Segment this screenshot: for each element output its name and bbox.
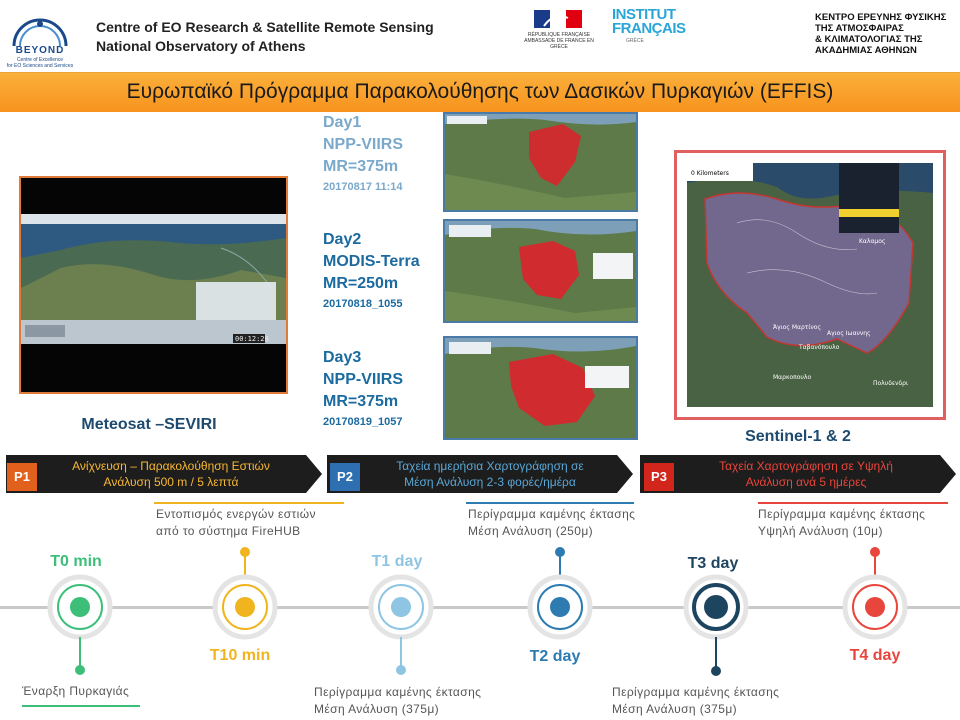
t3-note-line-1: Περίγραμμα καμένης έκτασης — [612, 685, 780, 699]
t1-node — [366, 574, 436, 678]
t0-note: Έναρξη Πυρκαγιάς — [22, 684, 130, 698]
slide-title: Ευρωπαϊκό Πρόγραμμα Παρακολούθησης των Δασικών Πυρκαγιών (EFFIS) — [126, 80, 834, 103]
t0-note-bar — [22, 705, 140, 707]
t0-label: T0 min — [50, 553, 102, 570]
day1-sensor: NPP-VIIRS — [323, 136, 404, 153]
day1-label: Day1 — [323, 114, 362, 131]
day3-resolution: MR=375m — [323, 393, 399, 410]
institut-francais-logo: INSTITUT FRANÇAIS — [612, 6, 686, 37]
p3-text — [676, 458, 936, 490]
day2-sensor: MODIS-Terra — [323, 253, 420, 270]
day2-date: 20170818_1055 — [323, 298, 403, 310]
t3-note-line-2: Μέση Ανάλυση (375μ) — [612, 702, 738, 716]
sentinel-caption: Sentinel-1 & 2 — [745, 428, 851, 445]
day2-label: Day2 — [323, 231, 362, 248]
p1-badge: P1 — [7, 463, 37, 491]
p1-text-line-1: Ανίχνευση – Παρακολούθηση Εστιών — [72, 459, 270, 473]
p2-text-line-2: Μέση Ανάλυση 2-3 φορές/ημέρα — [404, 475, 576, 489]
p1-text-line-2: Ανάλυση 500 m / 5 λεπτά — [103, 475, 239, 489]
t4-note-line-2: Υψηλή Ανάλυση (10μ) — [758, 524, 883, 538]
place-label-4: Ταβανόπουλο — [799, 344, 840, 351]
day1-date: 20170817 11:14 — [323, 181, 403, 193]
t4-label: T4 day — [849, 647, 901, 664]
place-label-6: Πολυδενδρι — [873, 380, 908, 387]
seviri-map-image — [21, 178, 286, 392]
place-label-5: Μαρκοπουλο — [773, 374, 812, 381]
t4-note-bar — [758, 502, 948, 504]
p3-text-line-1: Ταχεία Χαρτογράφηση σε Υψηλή — [719, 459, 893, 473]
day2-resolution: MR=250m — [323, 275, 399, 292]
t1-note-line-2: Μέση Ανάλυση (375μ) — [314, 702, 440, 716]
french-embassy-text: RÉPUBLIQUE FRANÇAISE AMBASSADE DE FRANCE EN GRÈCE — [524, 32, 594, 50]
seviri-caption: Meteosat –SEVIRI — [81, 416, 217, 433]
beyond-subtitle: Centre of Excellence for EO Sciences and Services — [6, 57, 74, 69]
t2-label: T2 day — [529, 648, 581, 665]
place-label-3: Αγιος Ιωαννης — [827, 330, 871, 337]
t3-note — [612, 684, 779, 718]
t2-note-bar — [466, 502, 634, 504]
place-label-2: Άγιος Μαρτίνος — [773, 324, 821, 331]
org-line-1: Centre of EO Research & Satellite Remote Sensing — [96, 19, 434, 35]
day3-date: 20170819_1057 — [323, 416, 403, 428]
scale-label: 0 Kilometers — [691, 170, 729, 177]
p2-badge: P2 — [330, 463, 360, 491]
day3-map-thumbnail — [443, 336, 638, 440]
p3-text-line-2: Ανάλυση ανά 5 ημέρες — [745, 475, 867, 489]
t10-node — [210, 540, 280, 644]
t2-note — [468, 506, 635, 540]
day3-block — [323, 347, 403, 431]
p1-text — [40, 458, 302, 490]
t4-node — [840, 540, 910, 644]
day1-map-thumbnail — [443, 112, 638, 212]
p3-badge: P3 — [644, 463, 674, 491]
t1-label: T1 day — [371, 553, 423, 570]
t10-note-bar — [154, 502, 344, 504]
t10-label: T10 min — [209, 647, 271, 664]
place-label-1: Καλαμος — [859, 238, 886, 245]
t3-node — [681, 574, 751, 678]
t1-note-line-1: Περίγραμμα καμένης έκτασης — [314, 685, 482, 699]
greek-research-center: ΚΕΝΤΡΟ ΕΡΕΥΝΗΣ ΦΥΣΙΚΗΣ ΤΗΣ ΑΤΜΟΣΦΑΙΡΑΣ & ΚΛΙΜΑΤΟΛΟΓΙΑΣ ΤΗΣ ΑΚΑΔΗΜΙΑΣ ΑΘΗΝΩΝ — [815, 12, 947, 56]
p2-text-line-1: Ταχεία ημερήσια Χαρτογράφηση σε — [396, 459, 584, 473]
t2-note-line-2: Μέση Ανάλυση (250μ) — [468, 524, 594, 538]
t10-note-line-1: Εντοπισμός ενεργών εστιών — [156, 507, 316, 521]
t3-label: T3 day — [687, 555, 739, 572]
french-republic-logo — [534, 8, 584, 30]
t1-note — [314, 684, 481, 718]
seviri-screenshot — [19, 176, 288, 394]
t4-note-line-1: Περίγραμμα καμένης έκτασης — [758, 507, 926, 521]
t0-node — [45, 574, 115, 678]
timeline-axis — [0, 606, 960, 609]
t2-note-line-1: Περίγραμμα καμένης έκτασης — [468, 507, 636, 521]
institut-francais-sub: GRÈCE — [626, 38, 644, 44]
beyond-name: BEYOND — [15, 45, 65, 56]
org-name — [96, 18, 434, 56]
day3-label: Day3 — [323, 349, 362, 366]
org-line-2: National Observatory of Athens — [96, 38, 306, 54]
day3-sensor: NPP-VIIRS — [323, 371, 404, 388]
day2-map-thumbnail — [443, 219, 638, 323]
t4-note — [758, 506, 925, 540]
t10-note — [156, 506, 316, 540]
day1-block — [323, 112, 403, 196]
day1-resolution: MR=375m — [323, 158, 399, 175]
sentinel-burn-map — [674, 150, 946, 420]
day2-block — [323, 229, 420, 313]
t10-note-line-2: από το σύστημα FireHUB — [156, 524, 301, 538]
p2-text — [362, 458, 618, 490]
clock-readout: 00:12:20 — [235, 335, 269, 343]
t2-node — [525, 540, 595, 644]
